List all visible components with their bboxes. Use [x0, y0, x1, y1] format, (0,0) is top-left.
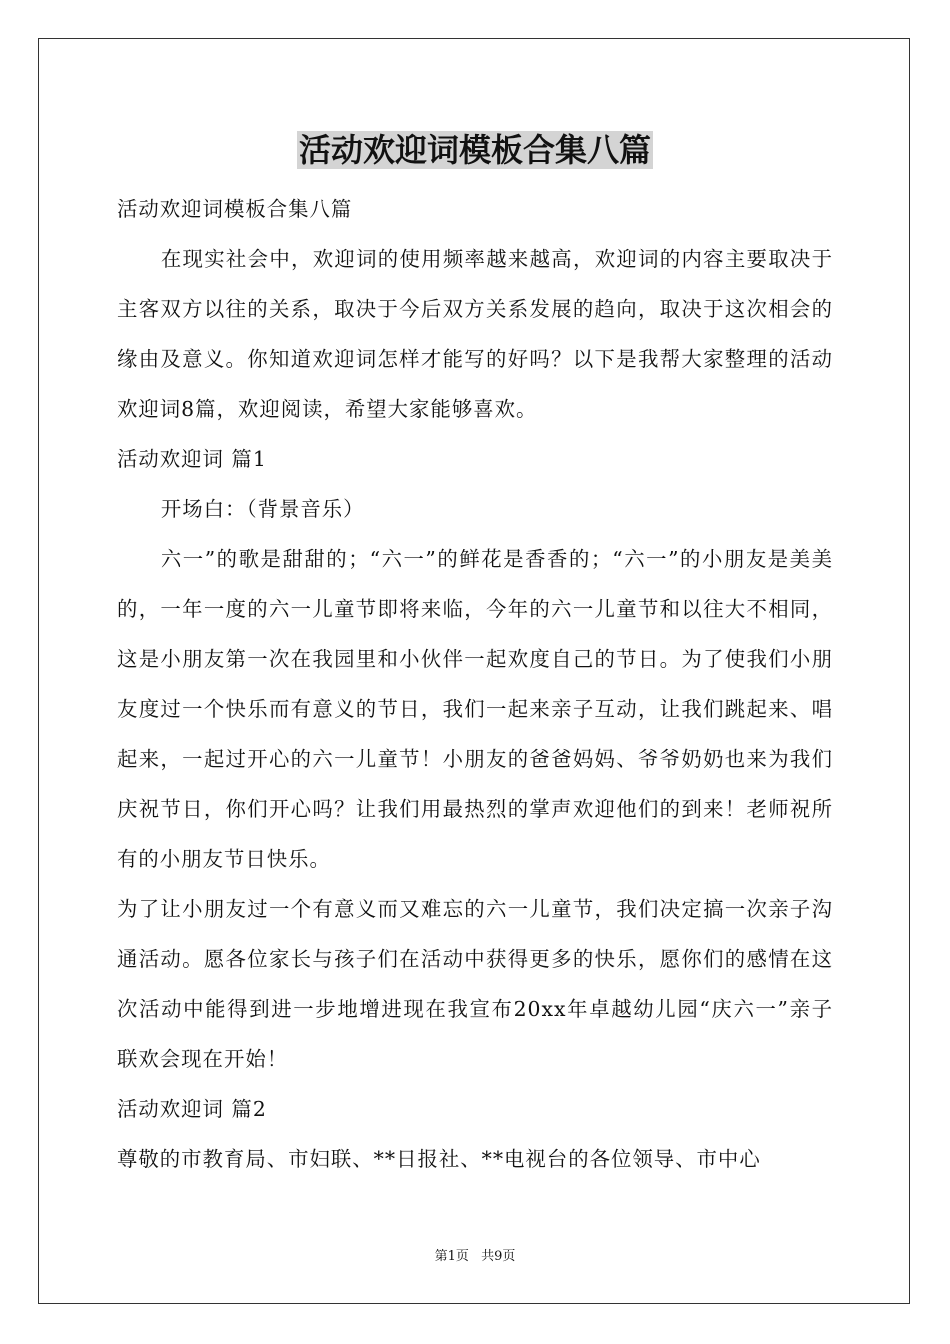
section-2-paragraph: 尊敬的市教育局、市妇联、**日报社、**电视台的各位领导、市中心 — [117, 1147, 761, 1171]
document-body — [117, 124, 833, 1184]
page-footer — [0, 1245, 950, 1264]
section-2-heading: 活动欢迎词 篇2 — [117, 1097, 267, 1121]
section-1-paragraph-2: 为了让小朋友过一个有意义而又难忘的六一儿童节，我们决定搞一次亲子沟通活动。愿各位家长与孩子们在活动中获得更多的快乐，愿你们的感情在这次活动中能得到进一步地增进现在我宣布20xx年卓越幼儿园“庆六一”亲子联欢会现在开始！ — [117, 897, 833, 1071]
page-number-total: 共9页 — [481, 1249, 516, 1264]
section-1-opening: 开场白：（背景音乐） — [160, 497, 365, 521]
section-1-paragraph: 六一”的歌是甜甜的；“六一”的鲜花是香香的；“六一”的小朋友是美美的，一年一度的六一儿童节即将来临，今年的六一儿童节和以往大不相同，这是小朋友第一次在我园里和小伙伴一起欢度自己的节日。为了使我们小朋友度过一个快乐而有意义的节日，我们一起来亲子互动，让我们跳起来、唱起来，一起过开心的六一儿童节！小朋友的爸爸妈妈、爷爷奶奶也来为我们庆祝节日，你们开心吗？让我们用最热烈的掌声欢迎他们的到来！老师祝所有的小朋友节日快乐。 — [117, 547, 833, 871]
section-1-heading: 活动欢迎词 篇1 — [117, 447, 267, 471]
intro-paragraph: 在现实社会中，欢迎词的使用频率越来越高，欢迎词的内容主要取决于主客双方以往的关系，取决于今后双方关系发展的趋向，取决于这次相会的缘由及意义。你知道欢迎词怎样才能写的好吗？以下是我帮大家整理的活动欢迎词8篇，欢迎阅读，希望大家能够喜欢。 — [117, 247, 833, 421]
document-subtitle: 活动欢迎词模板合集八篇 — [117, 197, 353, 221]
document-title — [117, 124, 833, 176]
page-number-current: 第1页 — [434, 1249, 469, 1264]
title-text: 活动欢迎词模板合集八篇 — [298, 131, 651, 169]
